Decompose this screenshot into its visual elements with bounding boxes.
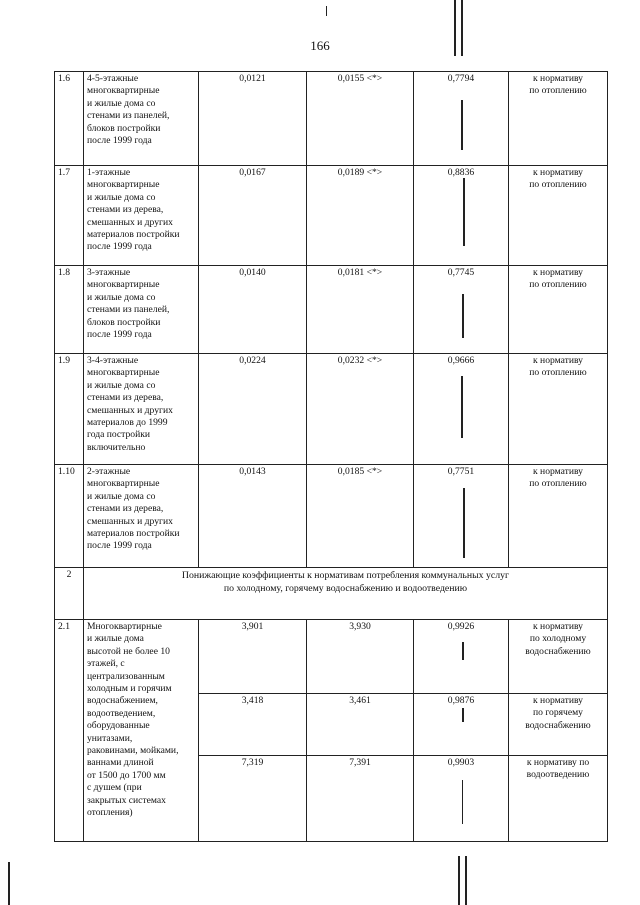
table-row <box>55 166 608 266</box>
building-description: 1-этажные многоквартирные и жилые дома со стенами из дерева, смешанных и других материалов постройки после 1999 года <box>87 167 180 253</box>
reduction-coefficient: 0,7751 <box>414 465 509 568</box>
applies-to: к нормативу по отоплению <box>529 267 587 291</box>
section-row <box>55 568 608 620</box>
scan-artifact <box>458 856 460 905</box>
section-number: 2 <box>55 568 84 620</box>
coefficient-value: 0,0155 <*> <box>307 72 414 166</box>
table-row <box>55 266 608 354</box>
coefficient-value: 3,461 <box>307 694 414 756</box>
scan-artifact <box>462 642 464 660</box>
scan-artifact <box>462 294 464 338</box>
table-row <box>55 72 608 166</box>
coefficient-value: 0,0224 <box>199 354 307 465</box>
row-number: 1.9 <box>55 354 84 465</box>
coefficient-value: 3,930 <box>307 620 414 694</box>
section-title: Понижающие коэффициенты к нормативам потребления коммунальных услуг по холодному, горячему водоснабжению и водоотведению <box>181 570 510 594</box>
scan-artifact <box>465 856 467 905</box>
applies-to: к нормативу по отоплению <box>529 167 587 191</box>
scan-artifact <box>461 0 463 56</box>
scan-artifact <box>8 862 10 905</box>
building-description: 2-этажные многоквартирные и жилые дома со стенами из дерева, смешанных и других материалов постройки после 1999 года <box>87 466 180 552</box>
page-number: 166 <box>310 38 330 53</box>
coefficient-value: 0,0189 <*> <box>307 166 414 266</box>
building-description: 3-4-этажные многоквартирные и жилые дома со стенами из дерева, смешанных и других материалов до 1999 года постройки включительно <box>87 355 173 453</box>
scan-artifact <box>461 100 463 150</box>
applies-to: к нормативу по отоплению <box>529 466 587 490</box>
coefficient-value: 7,391 <box>307 756 414 842</box>
coefficient-value: 3,418 <box>199 694 307 756</box>
applies-to: к нормативу по холодному водоснабжению <box>525 621 591 657</box>
scan-artifact <box>462 780 463 824</box>
reduction-coefficient: 0,9666 <box>414 354 509 465</box>
coefficient-value: 0,0232 <*> <box>307 354 414 465</box>
reduction-coefficient: 0,7794 <box>414 72 509 166</box>
coefficients-table <box>54 71 608 842</box>
scan-artifact <box>463 488 465 558</box>
reduction-coefficient: 0,8836 <box>414 166 509 266</box>
scan-artifact <box>462 708 464 722</box>
reduction-coefficient: 0,9876 <box>414 694 509 756</box>
coefficient-value: 0,0185 <*> <box>307 465 414 568</box>
building-description: Многоквартирные и жилые дома высотой не более 10 этажей, с централизованным холодным и горячим водоснабжением, водоотведением, оборудованные унитазами, раковинами, мойками, ваннами длиной от 1500 до 1700 мм с душем (при закрытых системах отопления) <box>87 621 179 819</box>
row-number: 1.8 <box>55 266 84 354</box>
scan-artifact <box>463 178 465 246</box>
applies-to: к нормативу по отоплению <box>529 355 587 379</box>
row-number: 1.10 <box>55 465 84 568</box>
table-row <box>55 465 608 568</box>
table-row <box>55 620 608 694</box>
building-description: 3-этажные многоквартирные и жилые дома со стенами из панелей, блоков постройки после 1999 года <box>87 267 170 341</box>
building-description: 4-5-этажные многоквартирные и жилые дома со стенами из панелей, блоков постройки после 1999 года <box>87 73 170 147</box>
applies-to: к нормативу по водоотведению <box>526 757 590 781</box>
coefficient-value: 3,901 <box>199 620 307 694</box>
coefficient-value: 0,0181 <*> <box>307 266 414 354</box>
scan-artifact <box>461 376 463 438</box>
applies-to: к нормативу по отоплению <box>529 73 587 97</box>
coefficient-value: 0,0143 <box>199 465 307 568</box>
row-number: 2.1 <box>55 620 84 842</box>
applies-to: к нормативу по горячему водоснабжению <box>525 695 591 731</box>
reduction-coefficient: 0,7745 <box>414 266 509 354</box>
row-number: 1.6 <box>55 72 84 166</box>
coefficient-value: 7,319 <box>199 756 307 842</box>
scan-artifact <box>326 6 327 16</box>
table-row <box>55 354 608 465</box>
scan-artifact <box>454 0 456 56</box>
reduction-coefficient: 0,9903 <box>414 756 509 842</box>
reduction-coefficient: 0,9926 <box>414 620 509 694</box>
coefficient-value: 0,0167 <box>199 166 307 266</box>
row-number: 1.7 <box>55 166 84 266</box>
coefficient-value: 0,0121 <box>199 72 307 166</box>
coefficient-value: 0,0140 <box>199 266 307 354</box>
